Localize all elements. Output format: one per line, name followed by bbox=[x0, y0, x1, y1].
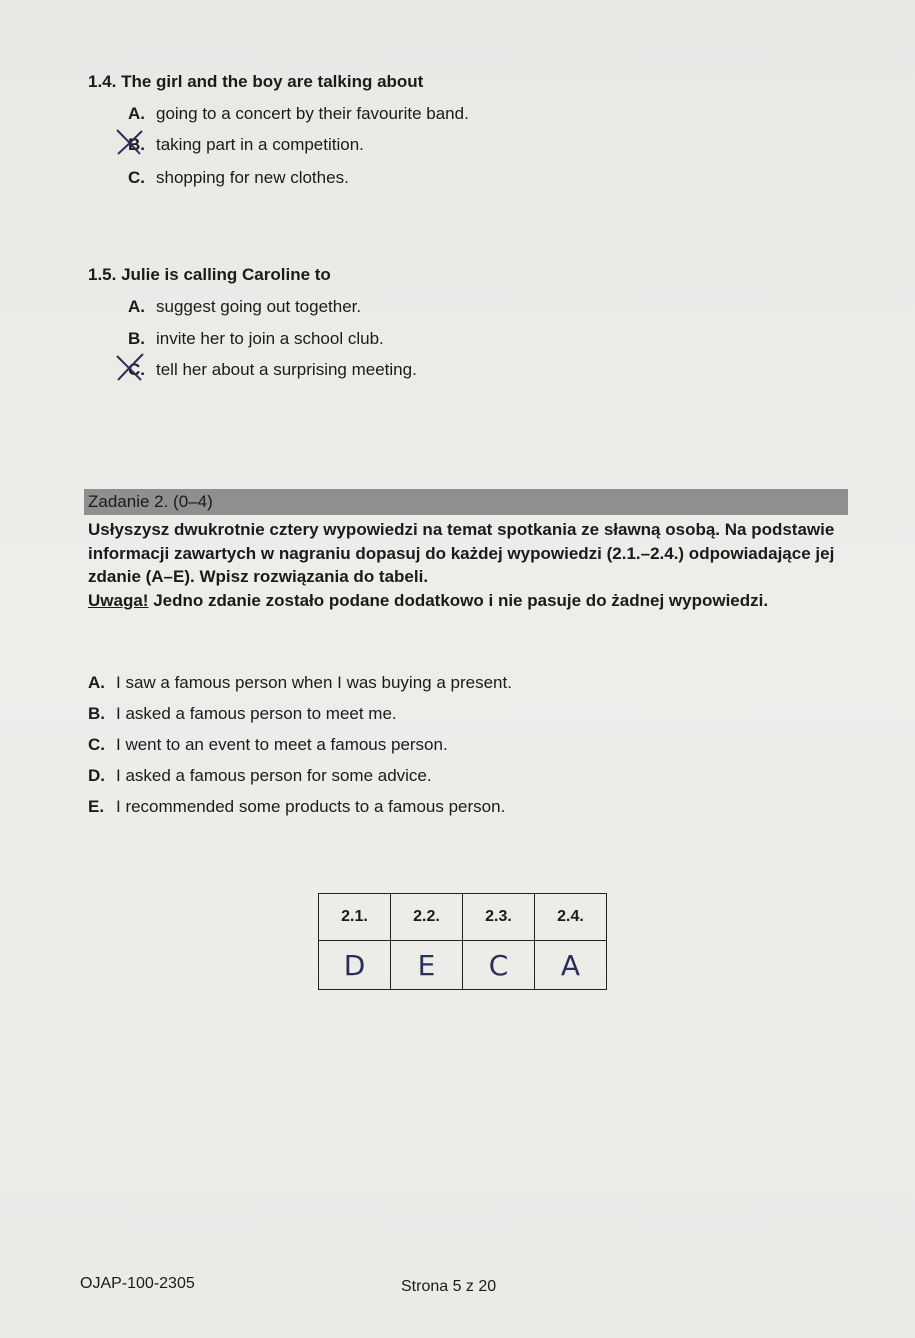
answer-table-answer-row bbox=[319, 941, 607, 990]
table-header-cell: 2.4. bbox=[535, 894, 607, 941]
answer-cell[interactable]: D bbox=[319, 941, 391, 990]
sentence-letter: A. bbox=[88, 673, 105, 692]
sentence-a bbox=[88, 673, 512, 693]
q15-option-c[interactable] bbox=[128, 360, 417, 380]
option-text: suggest going out together. bbox=[156, 297, 362, 316]
task-2-instructions bbox=[88, 518, 848, 612]
answer-cell[interactable]: C bbox=[463, 941, 535, 990]
question-1-5-title: 1.5. Julie is calling Caroline to bbox=[88, 265, 331, 284]
sentence-c bbox=[88, 735, 448, 755]
sentence-letter: C. bbox=[88, 735, 105, 754]
task-2-header: Zadanie 2. (0–4) bbox=[88, 492, 213, 511]
cross-mark-icon bbox=[114, 127, 146, 157]
answer-cell[interactable]: E bbox=[391, 941, 463, 990]
option-letter: A. bbox=[128, 297, 145, 316]
q15-option-b[interactable] bbox=[128, 329, 384, 349]
table-header-cell: 2.3. bbox=[463, 894, 535, 941]
sentence-letter: D. bbox=[88, 766, 105, 785]
answer-table bbox=[318, 893, 607, 990]
option-text: going to a concert by their favourite band. bbox=[156, 104, 469, 123]
sentence-letter: E. bbox=[88, 797, 105, 816]
option-letter: A. bbox=[128, 104, 145, 123]
table-header-cell: 2.1. bbox=[319, 894, 391, 941]
warning-text: Jedno zdanie zostało podane dodatkowo i nie pasuje do żadnej wypowiedzi. bbox=[148, 590, 769, 610]
question-1-4-title: 1.4. The girl and the boy are talking about bbox=[88, 72, 424, 91]
answer-cell[interactable]: A bbox=[535, 941, 607, 990]
q14-option-a[interactable] bbox=[128, 104, 469, 124]
sentence-b bbox=[88, 704, 397, 724]
instruction-text: Usłyszysz dwukrotnie cztery wypowiedzi na temat spotkania ze sławną osobą. Na podstawie informacji zawartych w nagraniu dopasuj do każdej wypowiedzi (2.1.–2.4.) odpowiadające jej zdanie (A–E). Wpisz rozwiązania do tabeli. bbox=[88, 520, 835, 586]
option-letter: B. bbox=[128, 135, 145, 154]
page-number: Strona 5 z 20 bbox=[401, 1278, 497, 1295]
sentence-e bbox=[88, 797, 505, 817]
sentence-d bbox=[88, 766, 432, 786]
option-letter: C. bbox=[128, 360, 145, 379]
cross-mark-icon bbox=[114, 352, 146, 382]
q14-option-c[interactable] bbox=[128, 168, 349, 188]
sentence-text: I went to an event to meet a famous person. bbox=[116, 735, 448, 754]
option-text: invite her to join a school club. bbox=[156, 329, 384, 348]
option-text: taking part in a competition. bbox=[156, 135, 364, 154]
option-text: tell her about a surprising meeting. bbox=[156, 360, 417, 379]
option-text: shopping for new clothes. bbox=[156, 168, 349, 187]
sentence-letter: B. bbox=[88, 704, 105, 723]
sentence-text: I asked a famous person for some advice. bbox=[116, 766, 432, 785]
table-header-cell: 2.2. bbox=[391, 894, 463, 941]
q15-option-a[interactable] bbox=[128, 297, 361, 317]
exam-code: OJAP-100-2305 bbox=[80, 1275, 195, 1292]
option-letter: C. bbox=[128, 168, 145, 187]
q14-option-b[interactable] bbox=[128, 135, 364, 155]
option-letter: B. bbox=[128, 329, 145, 348]
sentence-text: I recommended some products to a famous person. bbox=[116, 797, 506, 816]
answer-table-header-row bbox=[319, 894, 607, 941]
warning-label: Uwaga! bbox=[88, 590, 149, 610]
task-2-header-bar bbox=[84, 489, 848, 515]
sentence-text: I saw a famous person when I was buying a present. bbox=[116, 673, 512, 692]
sentence-text: I asked a famous person to meet me. bbox=[116, 704, 397, 723]
